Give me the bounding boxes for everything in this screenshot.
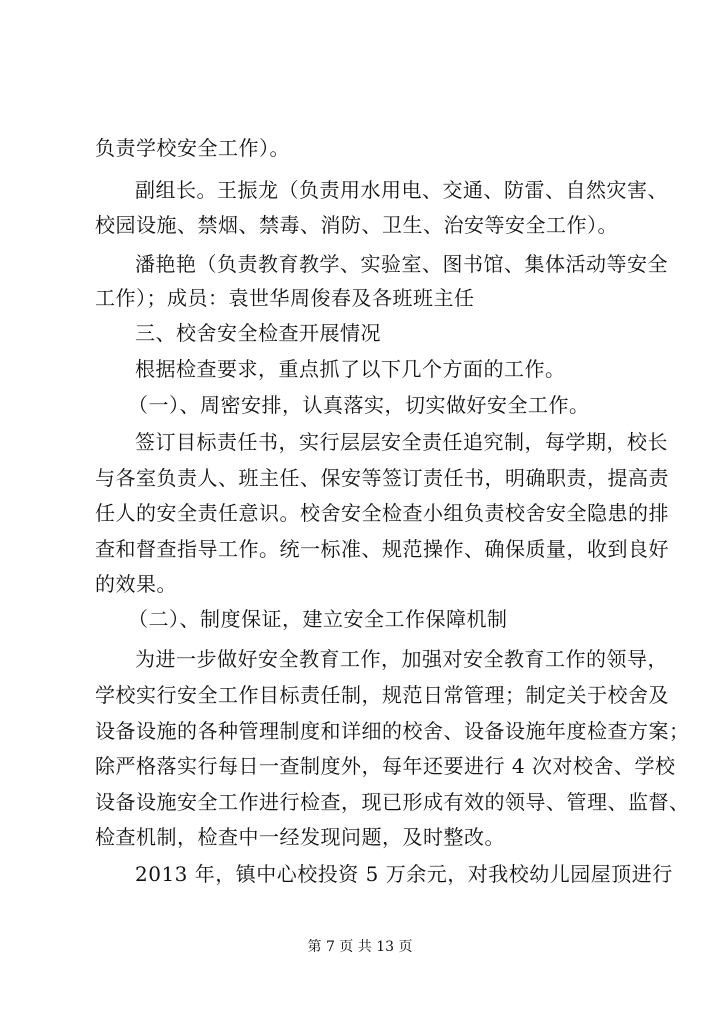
- text-line: 除严格落实行每日一查制度外，每年还要进行 4 次对校舍、学校: [95, 754, 676, 778]
- section-heading: 三、校舍安全检查开展情况: [135, 321, 381, 345]
- text-line: 副组长。王振龙（负责用水用电、交通、防雷、自然灾害、: [135, 178, 668, 202]
- text-line: 设备设施安全工作进行检查，现已形成有效的领导、管理、监督、: [95, 790, 690, 814]
- subsection-heading: （二）、制度保证，建立安全工作保障机制: [128, 607, 508, 631]
- text-line: 任人的安全责任意识。校舍安全检查小组负责校舍安全隐患的排: [95, 501, 669, 525]
- text-line: 2013 年，镇中心校投资 5 万余元，对我校幼儿园屋顶进行: [135, 862, 673, 886]
- text-line: 查和督查指导工作。统一标准、规范操作、确保质量，收到良好: [95, 537, 669, 561]
- text-line: 负责学校安全工作）。: [95, 136, 290, 160]
- text-line: 的效果。: [95, 572, 177, 596]
- text-line: 签订目标责任书，实行层层安全责任追究制，每学期，校长: [135, 430, 668, 454]
- text-line: 检查机制，检查中一经发现问题，及时整改。: [95, 825, 505, 849]
- text-line: 设备设施的各种管理制度和详细的校舍、设备设施年度检查方案；: [95, 719, 690, 743]
- subsection-heading: （一）、周密安排，认真落实，切实做好安全工作。: [128, 393, 590, 417]
- text-line: 潘艳艳（负责教育教学、实验室、图书馆、集体活动等安全: [135, 252, 668, 276]
- text-line: 学校实行安全工作目标责任制，规范日常管理；制定关于校舍及: [95, 683, 669, 707]
- text-line: 校园设施、禁烟、禁毒、消防、卫生、治安等安全工作）。: [95, 213, 618, 237]
- text-line: 为进一步做好安全教育工作，加强对安全教育工作的领导，: [135, 647, 668, 671]
- text-line: 根据检查要求，重点抓了以下几个方面的工作。: [135, 357, 566, 381]
- text-line: 工作）；成员：袁世华周俊春及各班班主任: [95, 286, 475, 310]
- page-number: 第 7 页 共 13 页: [307, 939, 413, 955]
- text-line: 与各室负责人、班主任、保安等签订责任书，明确职责，提高责: [95, 466, 669, 490]
